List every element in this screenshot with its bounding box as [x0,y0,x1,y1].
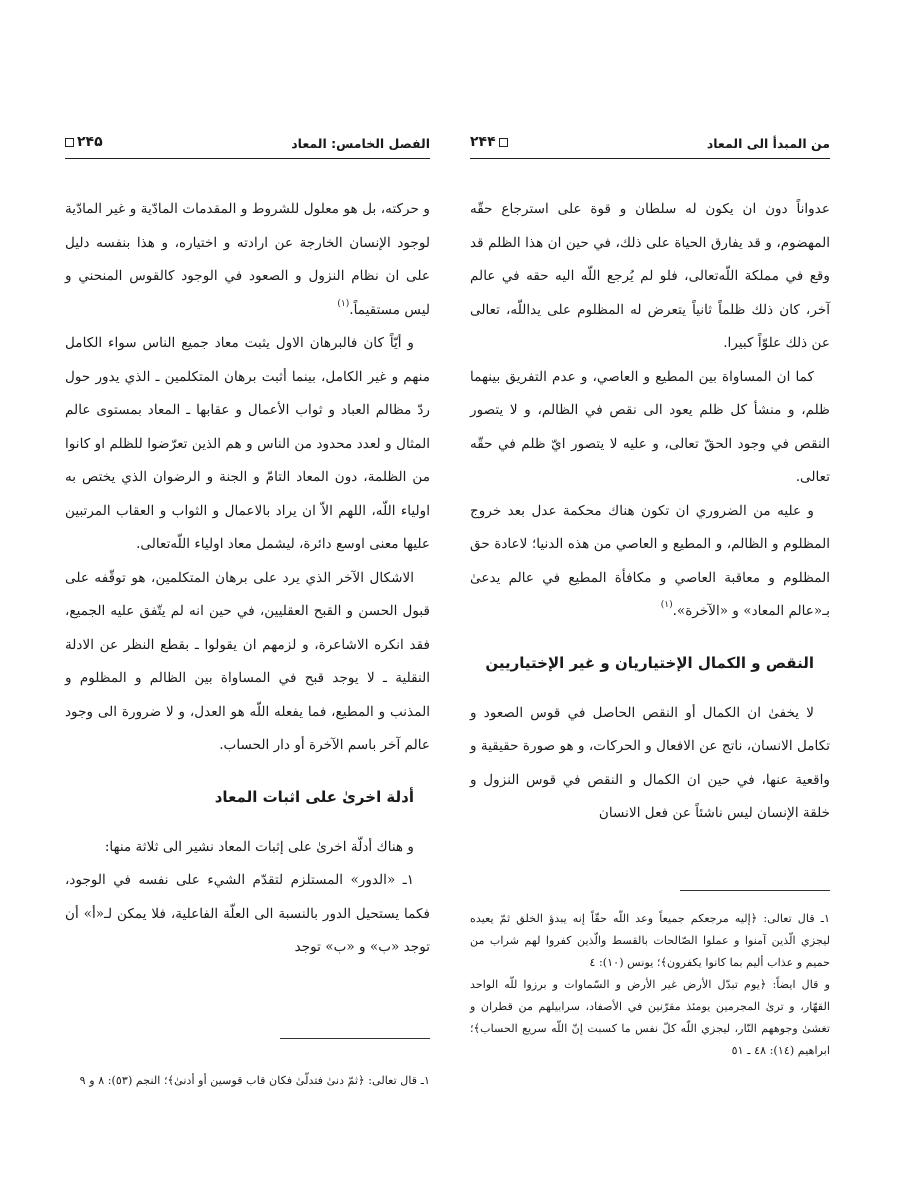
paragraph: و أيّاً كان فالبرهان الاول يثبت معاد جميع الناس سواء الكامل منهم و غير الكامل، بينما أثبت برهان المتكلمين ـ الذي يدور حول ردّ مظالم العباد و ثواب الأعمال و عقابها ـ المعاد بمستوى عالم المثال و لعدد محدود من الناس و هم الذين تعرّضوا للظلم او كانوا من الظلمة، دون المعاد التامّ و الجنة و الرضوان الذي يختص به اولياء اللّه، اللهم الاّ ان يراد بالاعمال و الثواب و العقاب المرتبين عليها معنى اوسع دائرة، ليشمل معاد اولياء اللّه‌تعالى. [65,335,430,552]
paragraph: الاشكال الآخر الذي يرد على برهان المتكلمين، هو توقّفه على قبول الحسن و القبح العقليين، في حين انه لم يتّفق عليه الجميع، فقد انكره الاشاعرة، و لزمهم ان يقولوا ـ بقطع النظر عن الادلة النقلية ـ لا يوجد قبح في المساواة بين الظالم و المظلوم و المذنب و المطيع، فما يفعله اللّه هو العدل، و لا ضرورة الى وجود عالم آخر باسم الآخرة أو دار الحساب. [65,569,430,753]
footnote-rule [280,1038,430,1039]
footnote: ١ـ قال تعالى: ﴿إليه مرجعكم جميعاً وعد اللّه حقّاً إنه يبدؤ الخلق ثمّ يعيده ليجزي الّذين آمنوا و عملوا الصّالحات بالقسط والّذين كفروا لهم شراب من حميم و عذاب أليم بما كانوا يكفرون﴾؛ يونس (١٠): ٤ [470,912,830,969]
running-header [470,134,830,159]
square-icon [499,138,508,147]
paragraph: عدواناً دون ان يكون له سلطان و قوة على استرجاع حقّه المهضوم، و قد يفارق الحياة على ذلك، في حين ان هذا الظلم قد وقع في مملكة اللّه‌تعالى، فلو لم يُرجع اللّه اليه حقه في عالم آخر، كان ذلك ظلماً ثانياً يتعرض له المظلوم على يداللّه، تعالى عن ذلك علوّاً كبيرا. [470,201,830,351]
running-header [65,134,430,159]
page-number [470,134,508,150]
header-title: من المبدأ الى المعاد [706,136,830,151]
paragraph: كما ان المساواة بين المطيع و العاصي، و عدم التفريق بينهما ظلم، و منشأ كل ظلم يعود الى نقص في الظالم، و لا يتصور النقص في وجود الحقّ تعالى، و عليه لا يتصور ايّ ظلم في حقّه تعالى. [470,368,830,485]
footnote-ref: (١) [337,298,350,309]
footnote: و قال ايضاً: ﴿يوم تبدّل الأرض غير الأرض و السّماوات و برزوا للّه الواحد القهّار، و ترىٰ المجرمين يومئذ مقرّنين في الأصفاد، سرابيلهم من قطران و تغشىٰ وجوههم النّار، ليجزي اللّه كلّ نفس ما كسبت إنّ اللّه سريع الحساب﴾؛ ابراهيم (١٤): ٤٨ ـ ٥١ [470,978,830,1057]
footnote-rule [680,890,830,891]
header-title: الفصل الخامس: المعاد [291,136,430,151]
page-number-value: ۲۴۴ [470,134,496,150]
page-body [470,193,830,831]
section-heading: النقص و الكمال الإختياريان و غير الإختياريين [485,653,814,672]
paragraph-text: و عليه من الضروري ان تكون هناك محكمة عدل بعد خروج المظلوم و الظالم، و المطيع و العاصي من هذه الدنيا؛ لاعادة حق المظلوم و معاقبة العاصي و مكافأة المطيع في عالم يدعىٰ بـ«عالم المعاد» و «الآخرة». [470,502,830,619]
page-body [65,193,430,965]
paragraph: لا يخفىٰ ان الكمال أو النقص الحاصل في قوس الصعود و تكامل الانسان، ناتج عن الافعال و الحركات، و هو صورة حقيقية و واقعية عنها، في حين ان الكمال و النقص في قوس النزول و خلقة الإنسان ليس ناشئاً عن فعل الانسان [470,704,830,821]
footnotes [65,1070,430,1092]
left-page [65,0,430,1200]
square-icon [65,138,74,147]
footnote-ref: (١) [660,600,673,610]
page-number-value: ۲۴۵ [77,134,103,150]
right-page [470,0,830,1200]
paragraph: و هناك أدلّة اخرىٰ على إثبات المعاد نشير الى ثلاثة منها: [104,838,414,855]
paragraph [470,495,830,629]
footnote: ١ـ قال تعالى: ﴿ثمّ دنىٰ فتدلّىٰ فكان قاب قوسين أو أدنىٰ﴾؛ النجم (٥٣): ٨ و ٩ [79,1074,430,1087]
page-number [65,134,103,150]
section-heading: أدلة اخرىٰ على اثبات المعاد [214,787,414,806]
paragraph: ١ـ «الدور» المستلزم لتقدّم الشيء على نفسه في الوجود، فكما يستحيل الدور بالنسبة الى العلّة الفاعلية، فلا يمكن لـ«أ» أن توجد «ب» و «ب» توجد [65,872,430,955]
footnotes [470,908,830,1062]
paragraph-text: و حركته، بل هو معلول للشروط و المقدمات المادّية و غير المادّية لوجود الإنسان الخارجة عن ارادته و اختياره، و هذا بنفسه دليل على ان نظام النزول و الصعود في الوجود كالقوس المنحني و ليس مستقيماً. [65,201,430,318]
paragraph [65,193,430,327]
